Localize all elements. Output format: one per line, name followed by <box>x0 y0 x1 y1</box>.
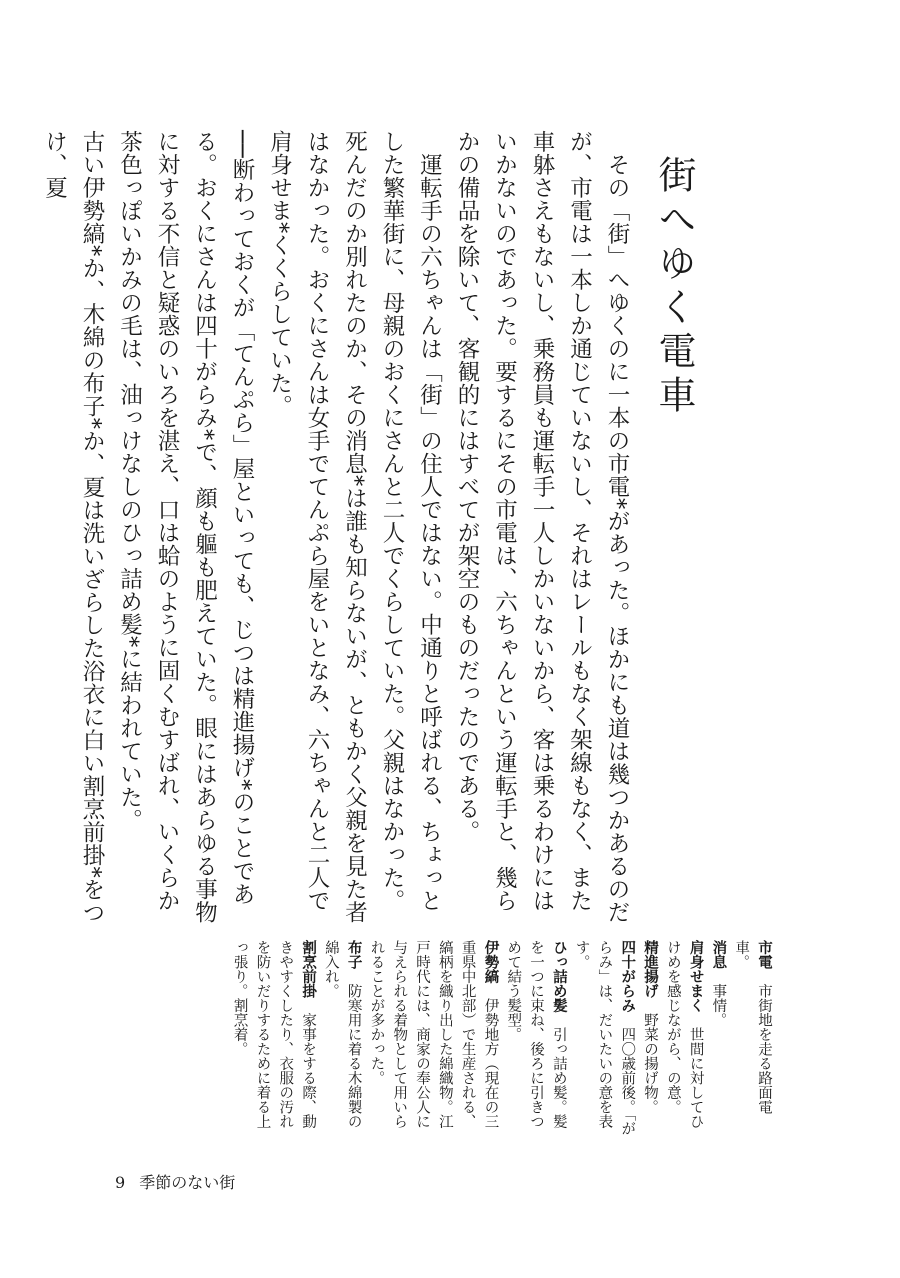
note-term: 消息 <box>710 940 727 969</box>
note-text: 野菜の揚げ物。 <box>642 998 659 1114</box>
note-term: ひっ詰め髪 <box>550 940 567 1013</box>
page-footer <box>115 1170 235 1193</box>
note-item <box>228 940 319 1140</box>
section-title: 季節のない街 <box>139 1173 236 1192</box>
note-text: 四〇歳前後。「がらみ」は、だいたいの意を表す。 <box>573 940 636 1136</box>
note-item <box>707 940 730 1140</box>
note-item <box>570 940 638 1140</box>
footnotes <box>130 940 775 1140</box>
note-item <box>661 940 707 1140</box>
chapter-title: 街へゆく電車 <box>652 155 696 419</box>
note-item <box>365 940 502 1140</box>
note-text: 世間に対してひけめを感じながら、の意。 <box>664 940 704 1129</box>
note-item <box>501 940 569 1140</box>
note-term: 市電 <box>756 940 772 969</box>
body-text <box>41 130 635 930</box>
note-term: 肩身せまく <box>687 940 704 1013</box>
note-term: 布子 <box>345 940 362 969</box>
paragraph-3: ──断わっておくが「てんぷら」屋といっても、じつは精進揚げ*のことである。おくにさんは四十がらみ*で、顔も軀も肥えていた。眼にはあらゆる事物に対する不信と疑惑のいろを湛え、口は蛤のように固くむすばれ、いくらか茶色っぽいかみの毛は、油っけなしのひっ詰め髪*に結われていた。 <box>116 130 255 924</box>
note-term: 精進揚げ <box>642 940 659 998</box>
page-number: 9 <box>115 1173 126 1192</box>
paragraph-1: その「街」へゆくのに一本の市電*があった。ほかにも道は幾つかあるのだが、市電は一本しか通じていないし、それはレールもなく架線もなく、また車躰さえもないし、乗務員も運転手一人しかいないから、客は乗るわけにはいかないのであった。要するにその市電は、六ちゃんという運転手と、幾らかの備品を除いて、客観的にはすべてが架空のものだったのである。 <box>454 130 630 924</box>
note-term: 伊勢縞 <box>482 940 499 984</box>
note-text: 防寒用に着る木綿製の綿入れ。 <box>322 940 362 1129</box>
note-text: 事情。 <box>710 969 727 1027</box>
note-item <box>319 940 365 1140</box>
note-text: 家事をする際、動きやすくしたり、衣服の汚れを防いだりするために着る上っ張り。割烹着。 <box>231 940 317 1129</box>
note-term: 割烹前掛 <box>300 940 317 998</box>
note-item <box>638 940 661 1140</box>
note-text: 市街地を走る路面電車。 <box>733 940 772 1114</box>
note-text: 引っ詰め髪。髪を一つに束ね、後ろに引きつめて結う髪型。 <box>505 940 567 1129</box>
note-term: 四十がらみ <box>619 940 636 1013</box>
paragraph-2: 運転手の六ちゃんは「街」の住人ではない。中通りと呼ばれる、ちょっとした繁華街に、母親のおくにさんと二人でくらしていた。父親はなかった。死んだのか別れたのか、その消息*は誰も知らないが、ともかく父親を見た者はなかった。おくにさんは女手でてんぷら屋をいとなみ、六ちゃんと二人で肩身せま*くくらしていた。 <box>266 130 443 924</box>
paragraph-4: 古い伊勢縞*か、木綿の布子*か、夏は洗いざらした浴衣に白い割烹前掛*をつけ、夏 <box>41 130 105 925</box>
note-text: 伊勢地方（現在の三重県中北部）で生産される、縞柄を織り出した綿織物。江戸時代には、商家の奉公人に与えられる着物として用いられることが多かった。 <box>368 940 499 1129</box>
note-item <box>729 940 775 1140</box>
